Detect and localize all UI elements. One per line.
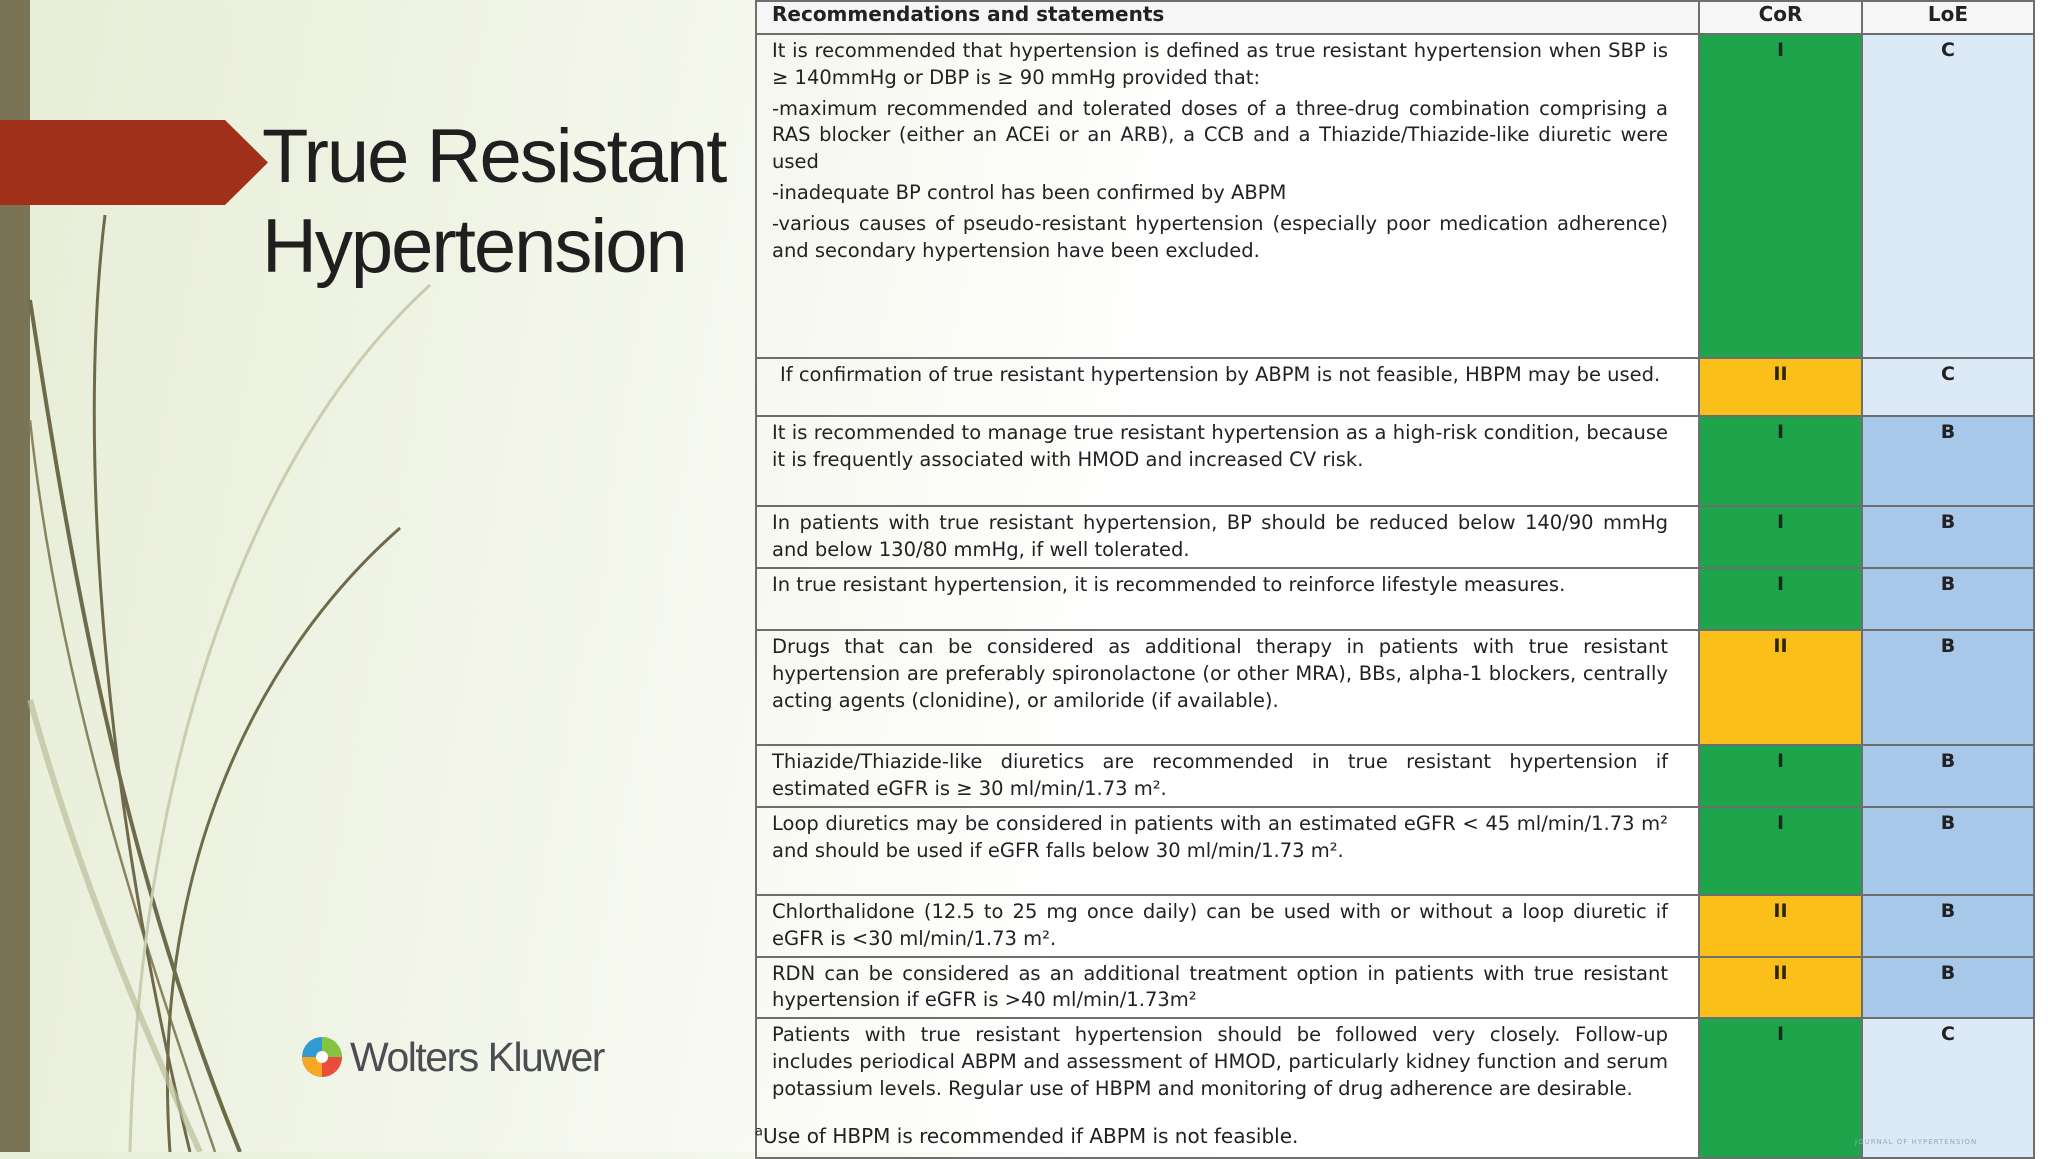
- level-cell: B: [1862, 895, 2034, 957]
- level-cell: B: [1862, 630, 2034, 745]
- recommendation-paragraph: -maximum recommended and tolerated doses of a three-drug combination comprising a RAS blocker (either an ACEi or an ARB), a CCB and a Thiazide/Thiazide-like diuretic were used: [772, 96, 1668, 174]
- table-row: [756, 358, 2034, 416]
- recommendation-text: [756, 34, 1699, 358]
- recommendation-text: In patients with true resistant hypertension, BP should be reduced below 140/90 mmHg and below 130/80 mmHg, if well tolerated.: [756, 506, 1699, 568]
- recommendation-paragraph: It is recommended that hypertension is defined as true resistant hypertension when SBP is ≥ 140mmHg or DBP is ≥ 90 mmHg provided that:: [772, 39, 1668, 89]
- table-row: [756, 957, 2034, 1019]
- class-cell: I: [1699, 1018, 1862, 1158]
- table-row: [756, 630, 2034, 745]
- level-cell: C: [1862, 358, 2034, 416]
- class-cell: II: [1699, 358, 1862, 416]
- recommendation-text: If confirmation of true resistant hypertension by ABPM is not feasible, HBPM may be used.: [756, 358, 1699, 416]
- table-row: [756, 506, 2034, 568]
- recommendation-text: Drugs that can be considered as additional therapy in patients with true resistant hypertension are preferably spironolactone (or other MRA), BBs, alpha-1 blockers, centrally acting agents (clonidine), or amiloride (if available).: [756, 630, 1699, 745]
- table-row: [756, 895, 2034, 957]
- level-cell: B: [1862, 568, 2034, 630]
- recommendation-paragraph: -various causes of pseudo-resistant hypertension (especially poor medication adherence) and secondary hypertension have been excluded.: [772, 211, 1668, 262]
- class-cell: I: [1699, 807, 1862, 895]
- class-cell: I: [1699, 34, 1862, 358]
- logo-text: Wolters Kluwer: [350, 1033, 604, 1080]
- recommendations-table: [755, 0, 2035, 1159]
- class-cell: I: [1699, 745, 1862, 807]
- table-row: [756, 568, 2034, 630]
- recommendation-text: Chlorthalidone (12.5 to 25 mg once daily) can be used with or without a loop diuretic if eGFR is <30 ml/min/1.73 m².: [756, 895, 1699, 957]
- recommendation-text: Patients with true resistant hypertension should be followed very closely. Follow-up includes periodical ABPM and assessment of HMOD, particularly kidney function and serum potassium levels. Regular use of HBPM and monitoring of drug adherence are desirable.: [756, 1018, 1699, 1158]
- wolters-kluwer-logo: [300, 1022, 604, 1092]
- class-cell: I: [1699, 416, 1862, 506]
- footnote-text: Use of HBPM is recommended if ABPM is not feasible.: [762, 1124, 1299, 1148]
- recommendation-text: Loop diuretics may be considered in patients with an estimated eGFR < 45 ml/min/1.73 m² and should be used if eGFR falls below 30 ml/min/1.73 m².: [756, 807, 1699, 895]
- class-cell: II: [1699, 957, 1862, 1019]
- class-cell: II: [1699, 630, 1862, 745]
- table-row: [756, 807, 2034, 895]
- recommendation-paragraph: -inadequate BP control has been confirmed by ABPM: [772, 180, 1287, 204]
- globe-logo-icon: [300, 1025, 344, 1089]
- title-arrow-shape: [0, 120, 268, 205]
- slide-title-line1: True Resistant: [262, 114, 726, 199]
- table-row: [756, 416, 2034, 506]
- footnote-marker: a: [755, 1124, 763, 1140]
- table-header-row: [756, 1, 2034, 34]
- recommendation-text: It is recommended to manage true resistant hypertension as a high-risk condition, because it is frequently associated with HMOD and increased CV risk.: [756, 416, 1699, 506]
- level-cell: B: [1862, 745, 2034, 807]
- recommendation-text: Thiazide/Thiazide-like diuretics are recommended in true resistant hypertension if estimated eGFR is ≥ 30 ml/min/1.73 m².: [756, 745, 1699, 807]
- class-cell: II: [1699, 895, 1862, 957]
- journal-credit: JOURNAL OF HYPERTENSION: [1855, 1138, 1978, 1146]
- level-cell: B: [1862, 416, 2034, 506]
- level-cell: B: [1862, 506, 2034, 568]
- level-cell: C: [1862, 1018, 2034, 1158]
- level-cell: C: [1862, 34, 2034, 358]
- table-row: [756, 34, 2034, 358]
- header-cor: CoR: [1699, 1, 1862, 34]
- table-row: [756, 745, 2034, 807]
- table-footnote: [755, 1124, 1298, 1148]
- level-cell: B: [1862, 807, 2034, 895]
- level-cell: B: [1862, 957, 2034, 1019]
- slide-title: [262, 112, 725, 292]
- recommendation-text: RDN can be considered as an additional treatment option in patients with true resistant hypertension if eGFR is >40 ml/min/1.73m²: [756, 957, 1699, 1019]
- header-recommendations: Recommendations and statements: [756, 1, 1699, 34]
- class-cell: I: [1699, 568, 1862, 630]
- class-cell: I: [1699, 506, 1862, 568]
- header-loe: LoE: [1862, 1, 2034, 34]
- recommendation-text: In true resistant hypertension, it is recommended to reinforce lifestyle measures.: [756, 568, 1699, 630]
- slide-title-line2: Hypertension: [262, 204, 686, 289]
